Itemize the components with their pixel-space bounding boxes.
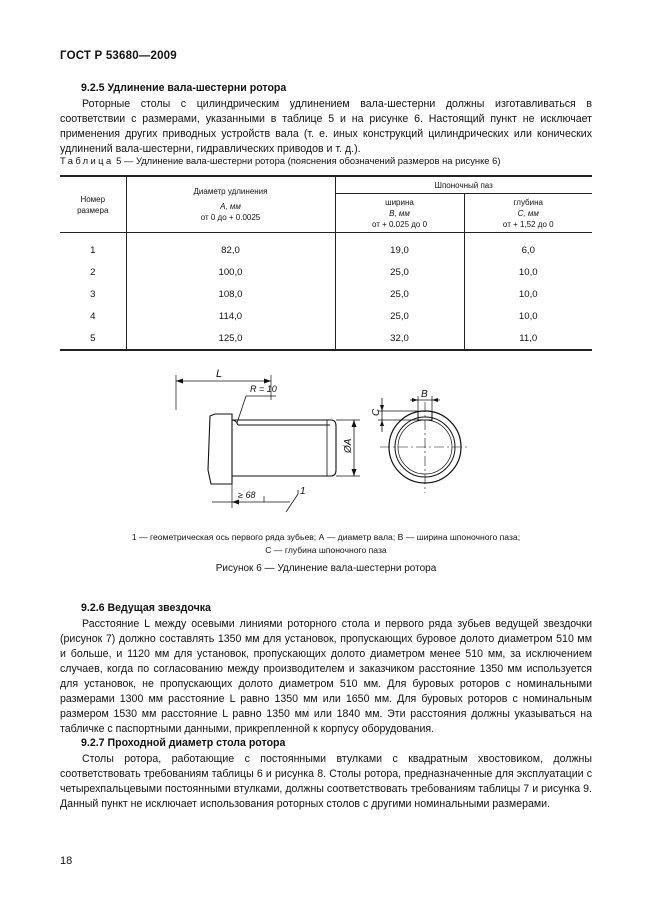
page-number: 18 (60, 855, 73, 867)
cell-width: 19,0 (335, 233, 464, 262)
cell-depth: 10,0 (464, 283, 592, 305)
figure-6-legend (60, 531, 592, 557)
header-keyway-group: Шпоночный паз (335, 176, 592, 194)
cell-depth: 11,0 (464, 327, 592, 350)
paragraph-9-2-5: Роторные столы с цилиндрическим удлинением вала-шестерни должны изготавливаться в соответствии с размерами, указанными в таблице 5 и на рисунке 6. Настоящий пункт не исключает применения других приводных устройств вала (т. е. иных конструкций цилиндрических или конических удлинений вала-шестерни, гидравлических приводов и т. д.). (60, 98, 592, 155)
header-diameter: Диаметр удлинения А, мм от 0 до + 0.0025 (126, 176, 335, 233)
cell-depth: 10,0 (464, 305, 592, 327)
section-heading-9-2-5: 9.2.5 Удлинение вала-шестерни ротора (81, 82, 287, 94)
figure-6-title: Рисунок 6 — Удлинение вала-шестерни ротора (215, 563, 437, 574)
table-caption-text: 5 — Удлинение вала-шестерни ротора (пояснения обозначений размеров на рисунке 6) (116, 155, 501, 166)
cell-size: 2 (60, 261, 126, 283)
paragraph-9-2-6: Расстояние L между осевыми линиями роторного стола и первого ряда зубьев ведущей звездочки (рисунок 7) должно составлять 1350 мм для установок, пропускающих буровое долото диаметром 510 мм и больше, и 1120 мм для установок, пропускающих долото диаметром менее 510 мм, за исключением случаев, когда по согласованию между производителем и заказчиком расстояние 1350 мм используется для установок, не пропускающих долото диаметром 510 мм. Для буровых роторов с номинальными размерами 1300 мм расстояние L равно 1350 мм или 1650 мм. Для буровых роторов с номинальным размером 1530 мм расстояние L равно 1350 мм или 1840 мм. Эти расстояния должны указываться на табличке с паспортными данными, прикрепленной к корпусу оборудования. (60, 618, 592, 735)
table-row (60, 327, 592, 350)
cell-width: 25,0 (335, 283, 464, 305)
cell-width: 32,0 (335, 327, 464, 350)
table-caption-label: Таблица (60, 155, 114, 166)
cell-diameter: 125,0 (126, 327, 335, 350)
shaft-extension (232, 420, 336, 476)
table-5 (60, 175, 592, 351)
header-keyway-width: ширина В, мм от + 0.025 до 0 (335, 194, 464, 233)
cell-size: 3 (60, 283, 126, 305)
cell-size: 1 (60, 233, 126, 262)
cell-diameter: 100,0 (126, 261, 335, 283)
legend-line-1: 1 — геометрическая ось первого ряда зубьев; А — диаметр вала; В — ширина шпоночного паза; (131, 532, 521, 542)
label-axis-1: 1 (300, 486, 306, 497)
paragraph-9-2-7: Столы ротора, работающие с постоянными втулками с квадратным хвостовиком, должны соответствовать требованиям таблицы 6 и рисунка 8. Столы ротора, предназначенные для эксплуатации с четырехпальцевыми постоянными втулками, должны соответствовать требованиям таблицы 7 и рисунка 9. Данный пункт не исключает использования роторных столов с другими номинальными размерами. (60, 753, 592, 810)
table-row (60, 233, 592, 262)
cell-depth: 10,0 (464, 261, 592, 283)
label-B: B (421, 389, 428, 400)
document-id: ГОСТ Р 53680—2009 (60, 50, 177, 62)
cell-size: 5 (60, 327, 126, 350)
section-heading-9-2-7: 9.2.7 Проходной диаметр стола ротора (81, 737, 286, 749)
shaft-hub (208, 414, 232, 484)
table-row (60, 305, 592, 327)
cell-width: 25,0 (335, 261, 464, 283)
table-row (60, 261, 592, 283)
header-size-number: Номер размера (60, 176, 126, 233)
cell-depth: 6,0 (464, 233, 592, 262)
cell-diameter: 108,0 (126, 283, 335, 305)
figure-6-drawing (0, 360, 646, 530)
label-C: C (371, 408, 382, 416)
cell-diameter: 114,0 (126, 305, 335, 327)
table-5-caption (60, 155, 500, 166)
header-keyway-depth: глубина С, мм от + 1,52 до 0 (464, 194, 592, 233)
cell-diameter: 82,0 (126, 233, 335, 262)
label-min-length: ≥ 68 (238, 490, 256, 500)
cell-size: 4 (60, 305, 126, 327)
legend-line-2: С — глубина шпоночного паза (265, 545, 387, 555)
table-row (60, 283, 592, 305)
cell-width: 25,0 (335, 305, 464, 327)
label-R: R = 10 (250, 384, 277, 394)
section-heading-9-2-6: 9.2.6 Ведущая звездочка (81, 602, 211, 614)
label-L: L (216, 368, 223, 380)
label-diameter-A: ØA (343, 438, 354, 453)
